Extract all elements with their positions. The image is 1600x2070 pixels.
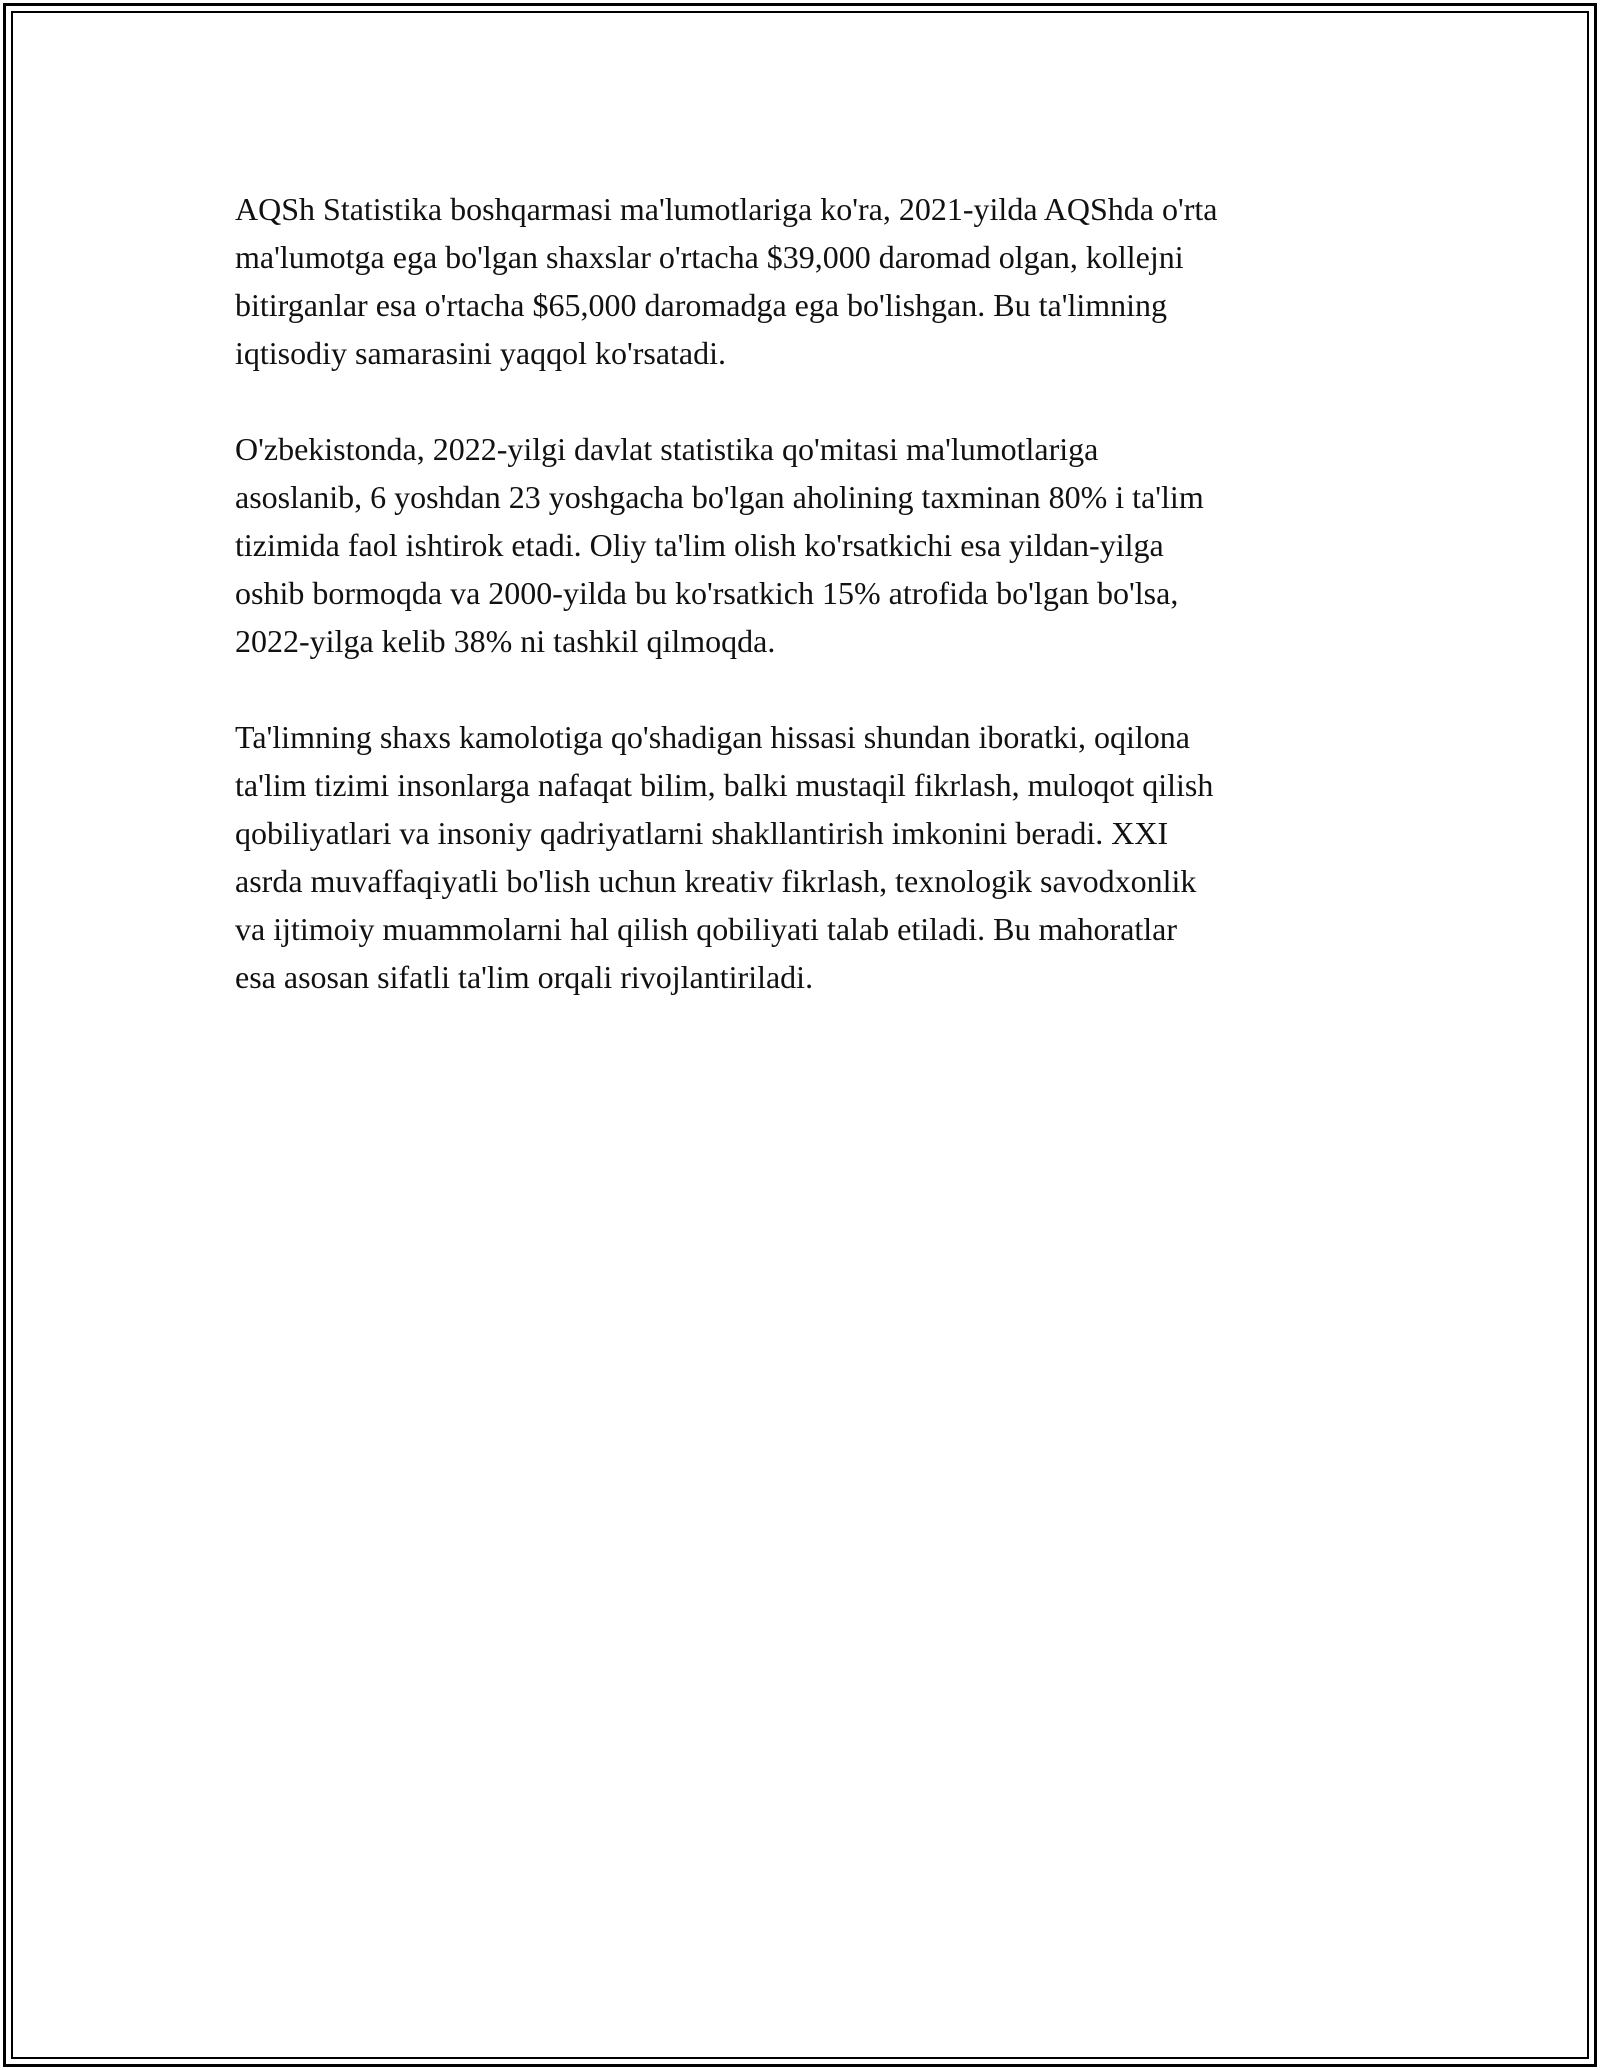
paragraph-line: asoslanib, 6 yoshdan 23 yoshgacha bo'lgan aholining taxminan 80% i ta'lim — [235, 479, 1204, 515]
paragraph-1 — [235, 185, 1370, 377]
paragraph-3 — [235, 713, 1370, 1001]
paragraph-line: ma'lumotga ega bo'lgan shaxslar o'rtacha $39,000 daromad olgan, kollejni — [235, 239, 1184, 275]
paragraph-line: 2022-yilga kelib 38% ni tashkil qilmoqda. — [235, 623, 776, 659]
paragraph-line: bitirganlar esa o'rtacha $65,000 daromadga ega bo'lishgan. Bu ta'limning — [235, 287, 1168, 323]
paragraph-line: tizimida faol ishtirok etadi. Oliy ta'lim olish ko'rsatkichi esa yildan-yilga — [235, 527, 1164, 563]
paragraph-line: qobiliyatlari va insoniy qadriyatlarni shakllantirish imkonini beradi. XXI — [235, 815, 1169, 851]
paragraph-line: va ijtimoiy muammolarni hal qilish qobiliyati talab etiladi. Bu mahoratlar — [235, 911, 1178, 947]
paragraph-line: oshib bormoqda va 2000-yilda bu ko'rsatkich 15% atrofida bo'lgan bo'lsa, — [235, 575, 1179, 611]
paragraph-line: Ta'limning shaxs kamolotiga qo'shadigan hissasi shundan iboratki, oqilona — [235, 719, 1190, 755]
document-body — [235, 185, 1370, 1049]
paragraph-line: esa asosan sifatli ta'lim orqali rivojlantiriladi. — [235, 959, 814, 995]
paragraph-line: iqtisodiy samarasini yaqqol ko'rsatadi. — [235, 335, 727, 371]
paragraph-2 — [235, 425, 1370, 665]
paragraph-line: O'zbekistonda, 2022-yilgi davlat statistika qo'mitasi ma'lumotlariga — [235, 431, 1099, 467]
paragraph-line: ta'lim tizimi insonlarga nafaqat bilim, balki mustaqil fikrlash, muloqot qilish — [235, 767, 1214, 803]
paragraph-line: AQSh Statistika boshqarmasi ma'lumotlariga ko'ra, 2021-yilda AQShda o'rta — [235, 191, 1218, 227]
paragraph-line: asrda muvaffaqiyatli bo'lish uchun kreativ fikrlash, texnologik savodxonlik — [235, 863, 1197, 899]
